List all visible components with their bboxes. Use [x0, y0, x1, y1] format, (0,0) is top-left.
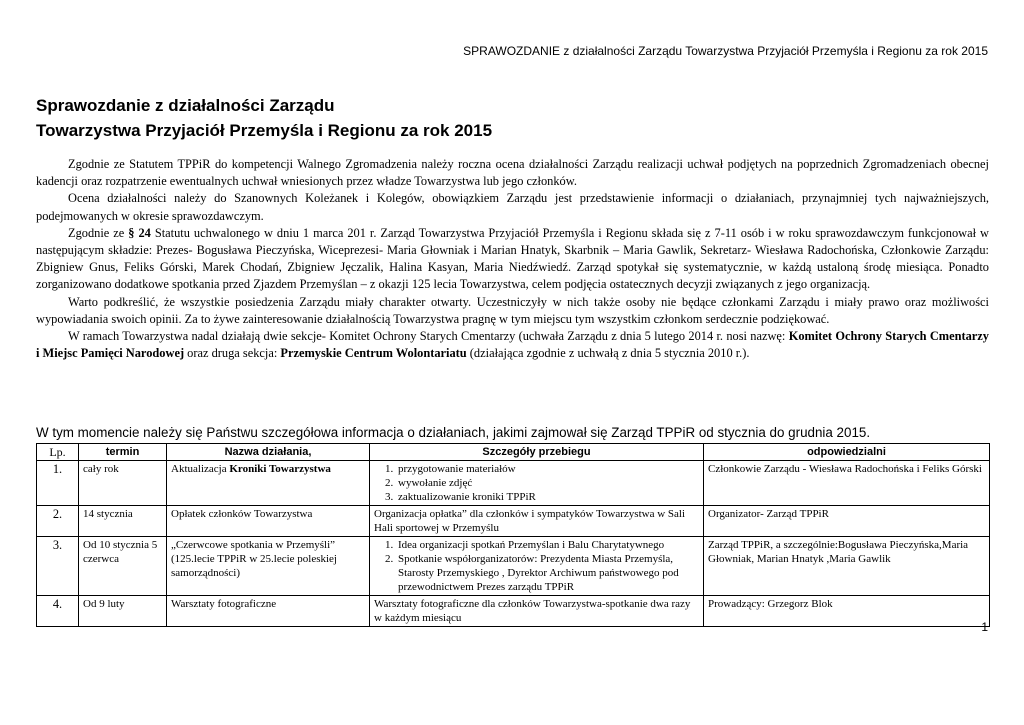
statute-section: § 24 [128, 225, 151, 240]
cell-lp: 4. [37, 596, 79, 627]
cell-nazwa: Aktualizacja Kroniki Towarzystwa [167, 461, 370, 506]
header-szczegoly: Szczegóły przebiegu [370, 444, 704, 461]
table-row [37, 461, 990, 506]
cell-nazwa: Warsztaty fotograficzne [167, 596, 370, 627]
page-number: 1 [981, 620, 988, 634]
header-odpowiedzialni: odpowiedzialni [704, 444, 990, 461]
detail-item: 1. przygotowanie materiałów [396, 462, 699, 476]
activities-table [36, 443, 990, 627]
running-header: SPRAWOZDANIE z działalności Zarządu Towarzystwa Przyjaciół Przemyśla i Regionu za rok 2015 [463, 44, 988, 58]
report-body [36, 156, 989, 362]
cell-lp: 3. [37, 537, 79, 596]
header-nazwa: Nazwa działania, [167, 444, 370, 461]
table-row [37, 596, 990, 627]
paragraph-evaluation: Ocena działalności należy do Szanownych Koleżanek i Kolegów, obowiązkiem Zarządu jest przedstawienie informacji o działaniach, przynajmniej tych najważniejszych, podejmowanych w okresie sprawozdawczym. [36, 191, 989, 223]
cell-szczegoly: Organizacja opłatka” dla członków i sympatyków Towarzystwa w Sali Hali sportowej w Przemyślu [370, 506, 704, 537]
cell-lp: 2. [37, 506, 79, 537]
table-header-row [37, 444, 990, 461]
cell-odpowiedzialni: Członkowie Zarządu - Wiesława Radochońska i Feliks Górski [704, 461, 990, 506]
title-line-2: Towarzystwa Przyjaciół Przemyśla i Regionu za rok 2015 [36, 121, 493, 140]
paragraph-board-composition: Zgodnie ze § 24 Statutu uchwalonego w dniu 1 marca 201 r. Zarząd Towarzystwa Przyjaciół Przemyśla i Regionu składa się z 7-11 osób i w roku sprawozdawczym funkcjonował w następującym składzie: Prezes- Bogusława Pieczyńska, Wiceprezesi- Maria Głowniak i Marian Hnatyk, Skarbnik – Maria Gawlik, Sekretarz- Wiesława Radochońska, Członkowie Zarządu: Zbigniew Gnus, Feliks Górski, Marek Chodań, Zbigniew Jęczalik, Halina Kasyan, Maria Niedźwiedź. Zarząd spotykał się systematycznie, w każdą ustaloną środę miesiąca. Ponadto zorganizowano dodatkowe spotkania przed Zjazdem Przemyślan – z okazji 125 lecia Towarzystwa, celem podjęcia ostatecznych decyzji związanych z jego organizacją. [36, 225, 989, 292]
detail-item: 2. wywołanie zdjęć [396, 476, 699, 490]
cell-termin: Od 10 stycznia 5 czerwca [79, 537, 167, 596]
detail-item: 2. Spotkanie współorganizatorów: Prezydenta Miasta Przemyśla, Starosty Przemyskiego , Dyrektor Archiwum państwowego pod przewodnictwem Prezes zarządu TPPiR [396, 552, 699, 594]
paragraph-open-meetings: Warto podkreślić, że wszystkie posiedzenia Zarządu miały charakter otwarty. Uczestniczyły w nich także osoby nie będące członkami Zarządu i miały prawo oraz możliwości wypowiadania swoich opinii. Za to żywe zainteresowanie działalnością Towarzystwa pragnę w tym miejscu tym wszystkim członkom serdecznie podziękować. [36, 294, 989, 326]
cell-termin: 14 stycznia [79, 506, 167, 537]
cell-nazwa: „Czerwcowe spotkania w Przemyśli” (125.lecie TPPiR w 25.lecie poleskiej samorządności) [167, 537, 370, 596]
table-intro: W tym momencie należy się Państwu szczegółowa informacja o działaniach, jakimi zajmował się Zarząd TPPiR od stycznia do grudnia 2015. [36, 425, 871, 440]
cell-lp: 1. [37, 461, 79, 506]
detail-item: 1. Idea organizacji spotkań Przemyślan i Balu Charytatywnego [396, 538, 699, 552]
title-line-1: Sprawozdanie z działalności Zarządu [36, 96, 335, 115]
table-row [37, 506, 990, 537]
paragraph-sections: W ramach Towarzystwa nadal działają dwie sekcje- Komitet Ochrony Starych Cmentarzy (uchwała Zarządu z dnia 5 lutego 2014 r. nosi nazwę: Komitet Ochrony Starych Cmentarzy i Miejsc Pamięci Narodowej oraz druga sekcja: Przemyskie Centrum Wolontariatu (działająca zgodnie z uchwałą z dnia 5 stycznia 2010 r.). [36, 329, 990, 361]
volunteer-centre-name: Przemyskie Centrum Wolontariatu [280, 346, 467, 361]
cell-odpowiedzialni: Zarząd TPPiR, a szczególnie:Bogusława Pieczyńska,Maria Głowniak, Marian Hnatyk ,Maria Gawlik [704, 537, 990, 596]
cell-szczegoly [370, 537, 704, 596]
document-title [36, 93, 492, 143]
committee-name: Komitet Ochrony Starych Cmentarzy i Miejsc Pamięci Narodowej [36, 329, 990, 361]
paragraph-statute: Zgodnie ze Statutem TPPiR do kompetencji Walnego Zgromadzenia należy roczna ocena działalności Zarządu realizacji uchwał podjętych na poprzednich Zgromadzeniach obecnej kadencji oraz rozpatrzenie ewentualnych uchwał wniesionych przez władze Towarzystwa lub jego członków. [36, 157, 989, 189]
cell-szczegoly [370, 461, 704, 506]
header-termin: termin [79, 444, 167, 461]
cell-szczegoly: Warsztaty fotograficzne dla członków Towarzystwa-spotkanie dwa razy w każdym miesiącu [370, 596, 704, 627]
cell-nazwa: Opłatek członków Towarzystwa [167, 506, 370, 537]
cell-termin: cały rok [79, 461, 167, 506]
table-row [37, 537, 990, 596]
cell-odpowiedzialni: Prowadzący: Grzegorz Blok [704, 596, 990, 627]
detail-item: 3. zaktualizowanie kroniki TPPiR [396, 490, 699, 504]
cell-termin: Od 9 luty [79, 596, 167, 627]
header-lp: Lp. [37, 444, 79, 461]
cell-odpowiedzialni: Organizator- Zarząd TPPiR [704, 506, 990, 537]
